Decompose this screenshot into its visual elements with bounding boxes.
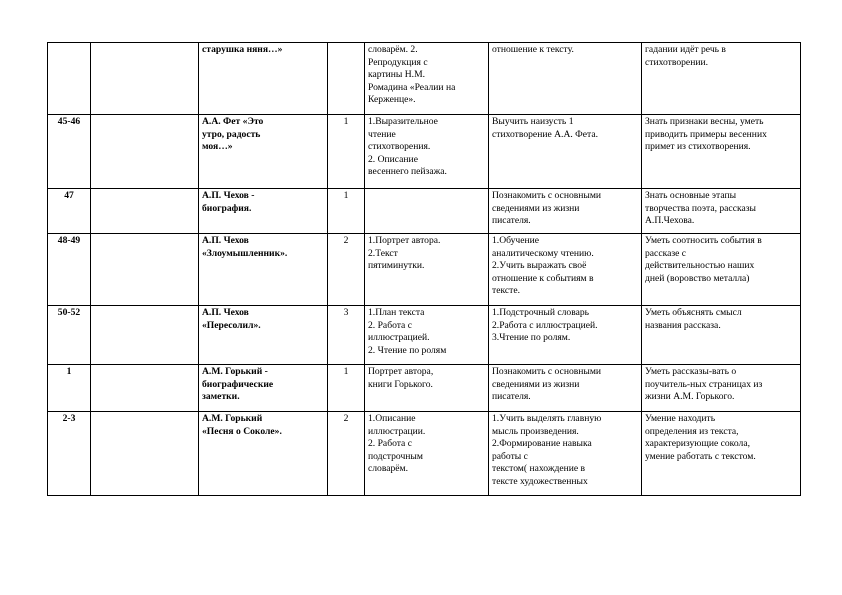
goals-cell: 1.Подстрочный словарь 2.Работа с иллюстрацией. 3.Чтение по ролям. — [489, 306, 642, 365]
lesson-number-cell: 48-49 — [48, 234, 91, 306]
results-cell: Уметь рассказы-вать о поучитель-ных страницах из жизни А.М. Горького. — [642, 365, 801, 412]
table-row — [48, 412, 801, 496]
equipment-cell: словарём. 2. Репродукция с картины Н.М. Ромадина «Реалии на Керженце». — [365, 43, 489, 115]
lesson-plan-table — [47, 42, 801, 496]
lesson-number-cell: 1 — [48, 365, 91, 412]
results-cell: Умение находить определения из текста, характеризующие сокола, умение работать с текстом. — [642, 412, 801, 496]
hours-cell — [328, 43, 365, 115]
blank-cell — [91, 306, 199, 365]
blank-cell — [91, 189, 199, 234]
equipment-cell — [365, 189, 489, 234]
table-row — [48, 115, 801, 189]
blank-cell — [91, 234, 199, 306]
equipment-cell: Портрет автора, книги Горького. — [365, 365, 489, 412]
lesson-number-cell: 45-46 — [48, 115, 91, 189]
hours-cell: 1 — [328, 365, 365, 412]
table-row — [48, 365, 801, 412]
equipment-cell: 1.Описание иллюстрации. 2. Работа с подстрочным словарём. — [365, 412, 489, 496]
goals-cell: отношение к тексту. — [489, 43, 642, 115]
topic-cell: А.М. Горький «Песня о Соколе». — [199, 412, 328, 496]
equipment-cell: 1.Выразительное чтение стихотворения. 2. Описание весеннего пейзажа. — [365, 115, 489, 189]
topic-cell: А.П. Чехов «Пересолил». — [199, 306, 328, 365]
hours-cell: 1 — [328, 115, 365, 189]
topic-cell: А.М. Горький - биографические заметки. — [199, 365, 328, 412]
equipment-cell: 1.Портрет автора. 2.Текст пятиминутки. — [365, 234, 489, 306]
topic-cell: старушка няня…» — [199, 43, 328, 115]
goals-cell: Познакомить с основными сведениями из жизни писателя. — [489, 365, 642, 412]
topic-cell: А.А. Фет «Это утро, радость моя…» — [199, 115, 328, 189]
hours-cell: 1 — [328, 189, 365, 234]
results-cell: Уметь объяснять смысл названия рассказа. — [642, 306, 801, 365]
hours-cell: 2 — [328, 234, 365, 306]
table-row — [48, 189, 801, 234]
goals-cell: Познакомить с основными сведениями из жизни писателя. — [489, 189, 642, 234]
lesson-number-cell: 47 — [48, 189, 91, 234]
lesson-number-cell: 50-52 — [48, 306, 91, 365]
equipment-cell: 1.План текста 2. Работа с иллюстрацией. 2. Чтение по ролям — [365, 306, 489, 365]
lesson-number-cell — [48, 43, 91, 115]
results-cell: Знать признаки весны, уметь приводить примеры весенних примет из стихотворения. — [642, 115, 801, 189]
table-row — [48, 43, 801, 115]
blank-cell — [91, 412, 199, 496]
hours-cell: 3 — [328, 306, 365, 365]
goals-cell: 1.Учить выделять главную мысль произведения. 2.Формирование навыка работы с текстом( нахождение в тексте художественных — [489, 412, 642, 496]
table-row — [48, 234, 801, 306]
blank-cell — [91, 365, 199, 412]
lesson-number-cell: 2-3 — [48, 412, 91, 496]
goals-cell: 1.Обучение аналитическому чтению. 2.Учить выражать своё отношение к событиям в тексте. — [489, 234, 642, 306]
results-cell: Уметь соотносить события в рассказе с действительностью наших дней (воровство металла) — [642, 234, 801, 306]
blank-cell — [91, 43, 199, 115]
results-cell: Знать основные этапы творчества поэта, рассказы А.П.Чехова. — [642, 189, 801, 234]
goals-cell: Выучить наизусть 1 стихотворение А.А. Фета. — [489, 115, 642, 189]
results-cell: гадании идёт речь в стихотворении. — [642, 43, 801, 115]
hours-cell: 2 — [328, 412, 365, 496]
blank-cell — [91, 115, 199, 189]
topic-cell: А.П. Чехов «Злоумышленник». — [199, 234, 328, 306]
topic-cell: А.П. Чехов - биография. — [199, 189, 328, 234]
table-row — [48, 306, 801, 365]
